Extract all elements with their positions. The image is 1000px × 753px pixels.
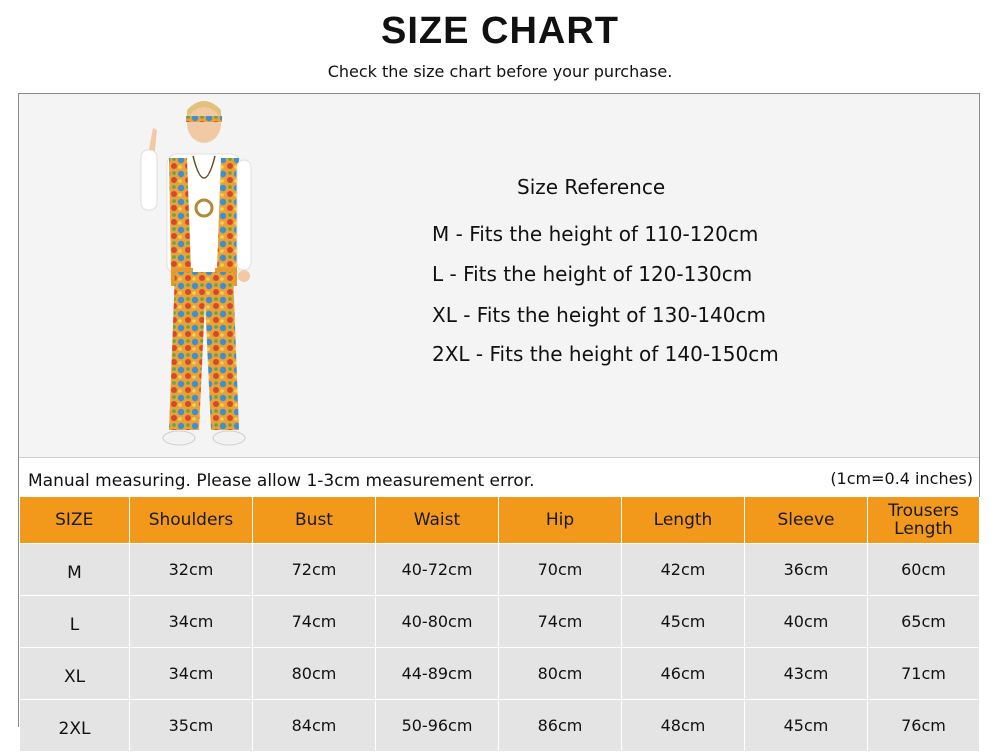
table-cell: 50-96cm <box>376 700 499 752</box>
unit-conversion-note: (1cm=0.4 inches) <box>830 469 973 488</box>
table-cell: L <box>20 596 130 648</box>
table-cell: 36cm <box>745 544 868 596</box>
table-header-row <box>20 497 980 544</box>
size-reference-line-m: M - Fits the height of 110-120cm <box>432 222 759 246</box>
table-cell: 42cm <box>622 544 745 596</box>
table-cell: 76cm <box>868 700 980 752</box>
col-header-trousers-length: Trousers Length <box>868 497 980 544</box>
col-header-bust: Bust <box>253 497 376 544</box>
table-cell: 46cm <box>622 648 745 700</box>
col-header-size: SIZE <box>20 497 130 544</box>
table-cell: 45cm <box>745 700 868 752</box>
page-subtitle: Check the size chart before your purchase. <box>327 62 673 81</box>
table-cell: 86cm <box>499 700 622 752</box>
table-cell: 40-72cm <box>376 544 499 596</box>
size-reference-heading: Size Reference <box>517 175 666 199</box>
table-cell: XL <box>20 648 130 700</box>
table-cell: 35cm <box>130 700 253 752</box>
col-header-shoulders: Shoulders <box>130 497 253 544</box>
size-reference-line-xl: XL - Fits the height of 130-140cm <box>432 303 766 327</box>
table-row <box>20 700 980 752</box>
table-cell: 65cm <box>868 596 980 648</box>
col-header-hip: Hip <box>499 497 622 544</box>
table-cell: 74cm <box>253 596 376 648</box>
table-cell: 34cm <box>130 648 253 700</box>
table-cell: 60cm <box>868 544 980 596</box>
table-cell: 44-89cm <box>376 648 499 700</box>
col-header-waist: Waist <box>376 497 499 544</box>
table-cell: 80cm <box>253 648 376 700</box>
table-cell: 32cm <box>130 544 253 596</box>
table-cell: 34cm <box>130 596 253 648</box>
table-row <box>20 648 980 700</box>
measurement-note: Manual measuring. Please allow 1-3cm measurement error. <box>28 471 535 491</box>
table-cell: 84cm <box>253 700 376 752</box>
size-reference-line-2xl: 2XL - Fits the height of 140-150cm <box>432 342 779 366</box>
table-row <box>20 596 980 648</box>
page-title: SIZE CHART <box>381 10 619 52</box>
table-cell: 48cm <box>622 700 745 752</box>
table-cell: 40-80cm <box>376 596 499 648</box>
table-cell: 80cm <box>499 648 622 700</box>
table-cell: 74cm <box>499 596 622 648</box>
col-header-length: Length <box>622 497 745 544</box>
table-cell: 45cm <box>622 596 745 648</box>
table-cell: 40cm <box>745 596 868 648</box>
table-row <box>20 544 980 596</box>
table-cell: 43cm <box>745 648 868 700</box>
col-header-sleeve: Sleeve <box>745 497 868 544</box>
table-cell: 72cm <box>253 544 376 596</box>
table-cell: M <box>20 544 130 596</box>
size-table <box>19 497 980 752</box>
size-reference-line-l: L - Fits the height of 120-130cm <box>432 262 753 286</box>
table-cell: 2XL <box>20 700 130 752</box>
table-cell: 70cm <box>499 544 622 596</box>
table-cell: 71cm <box>868 648 980 700</box>
